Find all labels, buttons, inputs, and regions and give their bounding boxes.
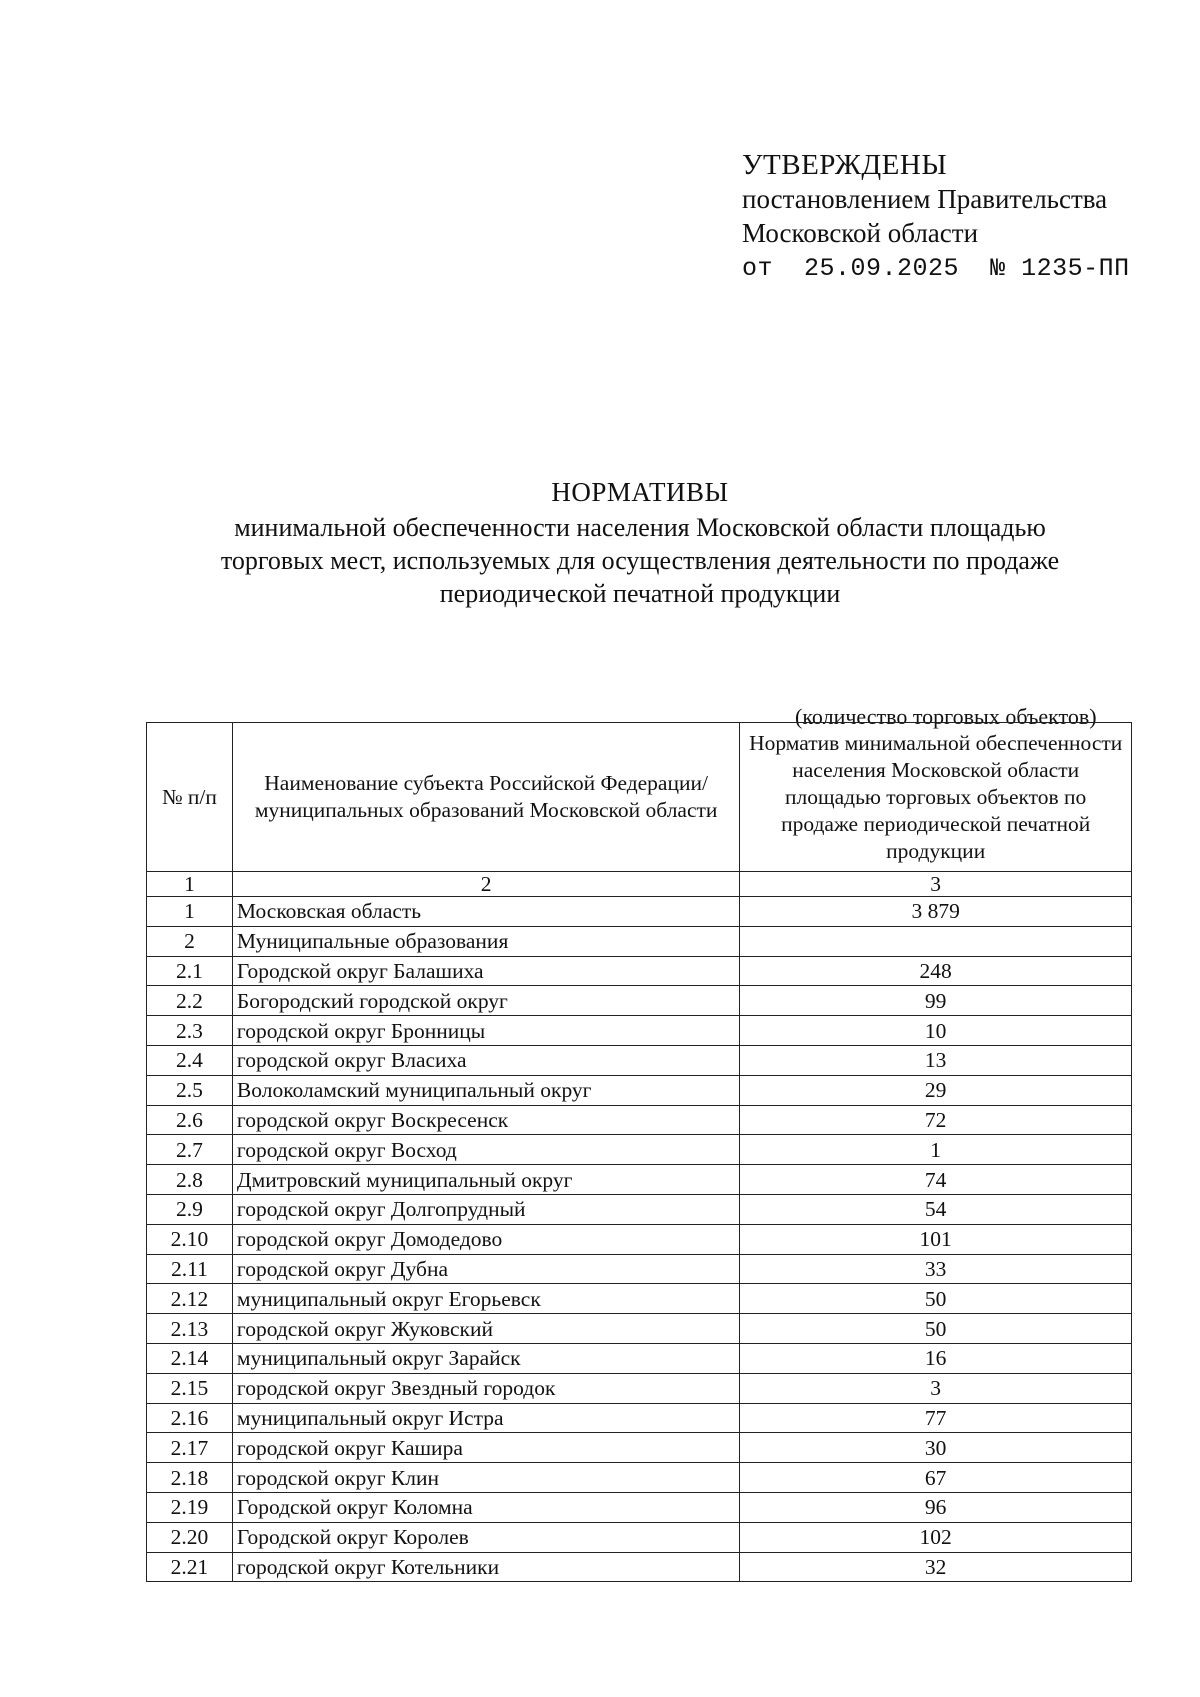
subtitle-line-1: минимальной обеспеченности населения Московской области площадью xyxy=(234,513,1046,542)
row-value: 29 xyxy=(740,1075,1132,1105)
subtitle-line-3: периодической печатной продукции xyxy=(439,579,841,608)
row-number: 2.1 xyxy=(147,956,233,986)
table-row xyxy=(147,1075,1132,1105)
row-value: 16 xyxy=(740,1343,1132,1373)
subtitle-line-2: торговых мест, используемых для осуществления деятельности по продаже xyxy=(220,546,1060,575)
column-number: 1 xyxy=(147,872,233,897)
row-number: 2.17 xyxy=(147,1433,233,1463)
row-value: 99 xyxy=(740,986,1132,1016)
row-value: 32 xyxy=(740,1552,1132,1582)
row-name: Городской округ Королев xyxy=(232,1522,739,1552)
table-row xyxy=(147,1433,1132,1463)
row-value: 3 879 xyxy=(740,897,1132,927)
document-title: НОРМАТИВЫ xyxy=(551,477,729,507)
row-value: 248 xyxy=(740,956,1132,986)
row-number: 2.18 xyxy=(147,1463,233,1493)
row-value: 101 xyxy=(740,1224,1132,1254)
row-name: городской округ Дубна xyxy=(232,1254,739,1284)
unit-note: (количество торговых объектов) xyxy=(795,704,1097,729)
table-row xyxy=(147,1135,1132,1165)
column-number: 3 xyxy=(740,872,1132,897)
approval-line-2: Московской области xyxy=(742,218,979,248)
table-row xyxy=(147,986,1132,1016)
table-row xyxy=(147,1314,1132,1344)
table-row xyxy=(147,926,1132,956)
row-value: 54 xyxy=(740,1194,1132,1224)
row-name: городской округ Долгопрудный xyxy=(232,1194,739,1224)
table-row xyxy=(147,1284,1132,1314)
table-row xyxy=(147,1403,1132,1433)
row-value: 33 xyxy=(740,1254,1132,1284)
row-name: Дмитровский муниципальный округ xyxy=(232,1165,739,1195)
table-row xyxy=(147,1552,1132,1582)
row-name: Богородский городской округ xyxy=(232,986,739,1016)
header-norm: Норматив минимальной обеспеченности населения Московской области площадью торговых объектов по продаже периодической печатной продукции xyxy=(740,723,1132,872)
row-name: городской округ Домодедово xyxy=(232,1224,739,1254)
column-number: 2 xyxy=(232,872,739,897)
row-name: Волоколамский муниципальный округ xyxy=(232,1075,739,1105)
table-row xyxy=(147,1224,1132,1254)
row-value: 50 xyxy=(740,1284,1132,1314)
table-row xyxy=(147,1254,1132,1284)
table-row xyxy=(147,1492,1132,1522)
row-value: 102 xyxy=(740,1522,1132,1552)
row-name: Городской округ Коломна xyxy=(232,1492,739,1522)
header-name: Наименование субъекта Российской Федерации/муниципальных образований Московской области xyxy=(232,723,739,872)
row-name: муниципальный округ Истра xyxy=(232,1403,739,1433)
row-value xyxy=(740,926,1132,956)
row-value: 50 xyxy=(740,1314,1132,1344)
header-number: № п/п xyxy=(147,723,233,872)
row-number: 2 xyxy=(147,926,233,956)
approval-date: 25.09.2025 xyxy=(804,254,960,283)
table-row xyxy=(147,1016,1132,1046)
row-value: 10 xyxy=(740,1016,1132,1046)
row-number: 2.6 xyxy=(147,1105,233,1135)
row-number: 2.2 xyxy=(147,986,233,1016)
row-name: Муниципальные образования xyxy=(232,926,739,956)
table-row xyxy=(147,956,1132,986)
row-value: 96 xyxy=(740,1492,1132,1522)
table-row xyxy=(147,1343,1132,1373)
row-number: 1 xyxy=(147,897,233,927)
row-number: 2.12 xyxy=(147,1284,233,1314)
table-row xyxy=(147,1373,1132,1403)
table-row xyxy=(147,1045,1132,1075)
table-row xyxy=(147,1522,1132,1552)
table-row xyxy=(147,897,1132,927)
row-value: 1 xyxy=(740,1135,1132,1165)
row-value: 72 xyxy=(740,1105,1132,1135)
row-value: 3 xyxy=(740,1373,1132,1403)
row-number: 2.20 xyxy=(147,1522,233,1552)
row-value: 77 xyxy=(740,1403,1132,1433)
row-name: городской округ Жуковский xyxy=(232,1314,739,1344)
row-number: 2.4 xyxy=(147,1045,233,1075)
table-row xyxy=(147,1194,1132,1224)
row-name: городской округ Восход xyxy=(232,1135,739,1165)
table-row xyxy=(147,1463,1132,1493)
row-value: 74 xyxy=(740,1165,1132,1195)
row-number: 2.11 xyxy=(147,1254,233,1284)
row-name: муниципальный округ Егорьевск xyxy=(232,1284,739,1314)
number-sign: № xyxy=(990,254,1006,283)
row-value: 67 xyxy=(740,1463,1132,1493)
row-number: 2.15 xyxy=(147,1373,233,1403)
row-number: 2.19 xyxy=(147,1492,233,1522)
row-number: 2.10 xyxy=(147,1224,233,1254)
row-number: 2.5 xyxy=(147,1075,233,1105)
table-header-row xyxy=(147,723,1132,872)
row-value: 30 xyxy=(740,1433,1132,1463)
approval-number: 1235-ПП xyxy=(1021,254,1130,283)
row-name: Городской округ Балашиха xyxy=(232,956,739,986)
approval-date-line xyxy=(742,252,1130,286)
table-row xyxy=(147,1165,1132,1195)
row-number: 2.21 xyxy=(147,1552,233,1582)
row-name: городской округ Власиха xyxy=(232,1045,739,1075)
row-name: городской округ Звездный городок xyxy=(232,1373,739,1403)
row-name: муниципальный округ Зарайск xyxy=(232,1343,739,1373)
row-name: городской округ Воскресенск xyxy=(232,1105,739,1135)
row-value: 13 xyxy=(740,1045,1132,1075)
approval-block xyxy=(742,148,1130,286)
row-number: 2.9 xyxy=(147,1194,233,1224)
row-name: городской округ Котельники xyxy=(232,1552,739,1582)
row-number: 2.14 xyxy=(147,1343,233,1373)
approval-title: УТВЕРЖДЕНЫ xyxy=(742,149,948,181)
column-number-row xyxy=(147,872,1132,897)
row-number: 2.13 xyxy=(147,1314,233,1344)
table-row xyxy=(147,1105,1132,1135)
row-number: 2.8 xyxy=(147,1165,233,1195)
document-heading xyxy=(150,476,1130,610)
row-name: Московская область xyxy=(232,897,739,927)
row-name: городской округ Клин xyxy=(232,1463,739,1493)
row-name: городской округ Бронницы xyxy=(232,1016,739,1046)
row-name: городской округ Кашира xyxy=(232,1433,739,1463)
row-number: 2.3 xyxy=(147,1016,233,1046)
approval-line-1: постановлением Правительства xyxy=(742,184,1108,214)
row-number: 2.7 xyxy=(147,1135,233,1165)
norms-table xyxy=(146,722,1132,1582)
date-prefix: от xyxy=(742,254,774,283)
row-number: 2.16 xyxy=(147,1403,233,1433)
